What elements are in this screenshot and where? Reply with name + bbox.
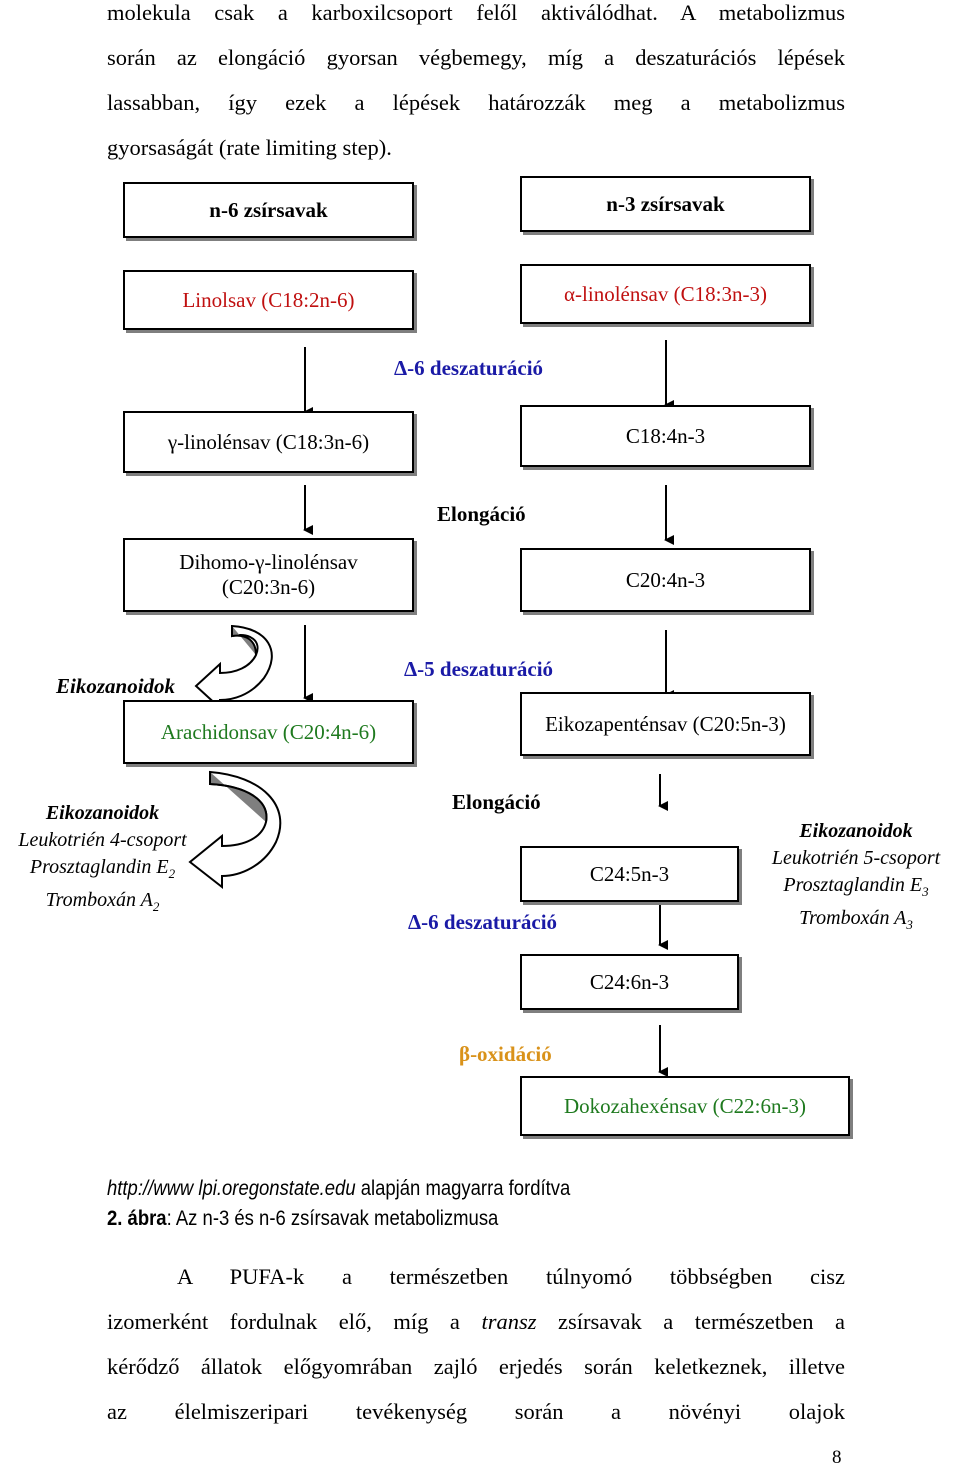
delta6-label: Δ-6 deszaturáció [394, 356, 544, 380]
eiko-right-line3: Tromboxán $A_3$ [799, 907, 913, 932]
figure-label: 2. ábra [107, 1207, 167, 1230]
intro-line: során az elongáció gyorsan végbemegy, míg a deszaturációs lépések [107, 45, 845, 70]
linolsav-box [123, 270, 414, 330]
linolsav-label: Linolsav (C18:2n-6) [182, 287, 355, 312]
eikozanoidok-left-label: Eikozanoidok [56, 674, 176, 698]
outro-paragraph [107, 1254, 845, 1434]
c18-4n3-label: C18:4n-3 [625, 423, 706, 448]
eiko-left-title: Eikozanoidok [45, 802, 160, 824]
outro-line: A PUFA-k a természetben túlnyomó többségben cisz [177, 1264, 845, 1289]
eiko-left-line3: Tromboxán $A_2$ [45, 889, 160, 914]
outro-line: az élelmiszeripari tevékenység során a növényi olajok [107, 1399, 845, 1424]
dokozahexensav-box [520, 1076, 850, 1136]
c24-6n3-box [520, 954, 739, 1010]
source-link[interactable]: http://www lpi.oregonstate.edu [107, 1177, 356, 1200]
eiko-right-title: Eikozanoidok [799, 820, 913, 842]
alfa-linolensav-box [520, 264, 811, 324]
eiko-block-right [752, 818, 960, 938]
c18-4n3-box [520, 405, 811, 467]
gamma-linolensav-box [123, 411, 414, 473]
gamma-linolensav-label: γ-linolénsav (C18:3n-6) [167, 429, 370, 454]
intro-line: gyorsaságát (rate limiting step). [107, 135, 392, 160]
source-rest: alapján magyarra fordítva [355, 1177, 571, 1200]
alfa-linolensav-label: α-linolénsav (C18:3n-3) [564, 281, 767, 306]
page-number: 8 [832, 1447, 842, 1468]
outro-line: izomerként fordulnak elő, míg a transz zsírsavak a természetben a [107, 1309, 846, 1334]
c20-4n3-label: C20:4n-3 [625, 567, 706, 592]
c24-5n3-box [520, 846, 739, 902]
beta-oxidacio-label: β-oxidáció [459, 1042, 552, 1066]
c24-6n3-label: C24:6n-3 [589, 969, 670, 994]
arachidonsav-label: Arachidonsav (C20:4n-6) [160, 719, 377, 744]
eiko-right-line1: Leukotrién 5-csoport [771, 847, 941, 869]
eiko-left-line1: Leukotrién 4-csoport [18, 829, 187, 851]
elongacio-label: Elongáció [437, 502, 526, 526]
c20-4n3-box [520, 548, 811, 612]
delta6-label-2: Δ-6 deszaturáció [408, 910, 558, 934]
curved-arrow-upper [196, 626, 272, 708]
outro-line: kérődző állatok előgyomrában zajló erjedés során keletkeznek, illetve [107, 1354, 845, 1379]
figure-source [107, 1174, 570, 1204]
dihomo-box [123, 538, 414, 612]
n6-header-box [123, 182, 414, 238]
n3-header-box [520, 176, 811, 232]
eikozapentensav-label: Eikozapenténsav (C20:5n-3) [545, 711, 786, 736]
delta5-label: Δ-5 deszaturáció [404, 657, 554, 681]
eiko-block-left [0, 800, 205, 920]
eikozapentensav-box [520, 692, 811, 756]
arachidonsav-box [123, 700, 414, 764]
c24-5n3-label: C24:5n-3 [589, 861, 670, 886]
dihomo-line2: (C20:3n-6) [221, 575, 316, 599]
intro-line: molekula csak a karboxilcsoport felől aktiválódhat. A metabolizmus [107, 0, 845, 25]
eiko-left-line2: Prosztaglandin $E_2$ [29, 856, 176, 881]
n6-header: n-6 zsírsavak [209, 197, 328, 222]
intro-line: lassabban, így ezek a lépések határozzák meg a metabolizmus [107, 90, 845, 115]
elongacio-label-2: Elongáció [452, 790, 541, 814]
dihomo-line1: Dihomo-γ-linolénsav [179, 550, 358, 574]
figure-title: : Az n-3 és n-6 zsírsavak metabolizmusa [166, 1207, 499, 1230]
eiko-right-line2: Prosztaglandin $E_3$ [783, 874, 929, 899]
figure-caption [107, 1204, 498, 1234]
n3-header: n-3 zsírsavak [606, 191, 725, 216]
dokozahexensav-label: Dokozahexénsav (C22:6n-3) [563, 1093, 806, 1118]
